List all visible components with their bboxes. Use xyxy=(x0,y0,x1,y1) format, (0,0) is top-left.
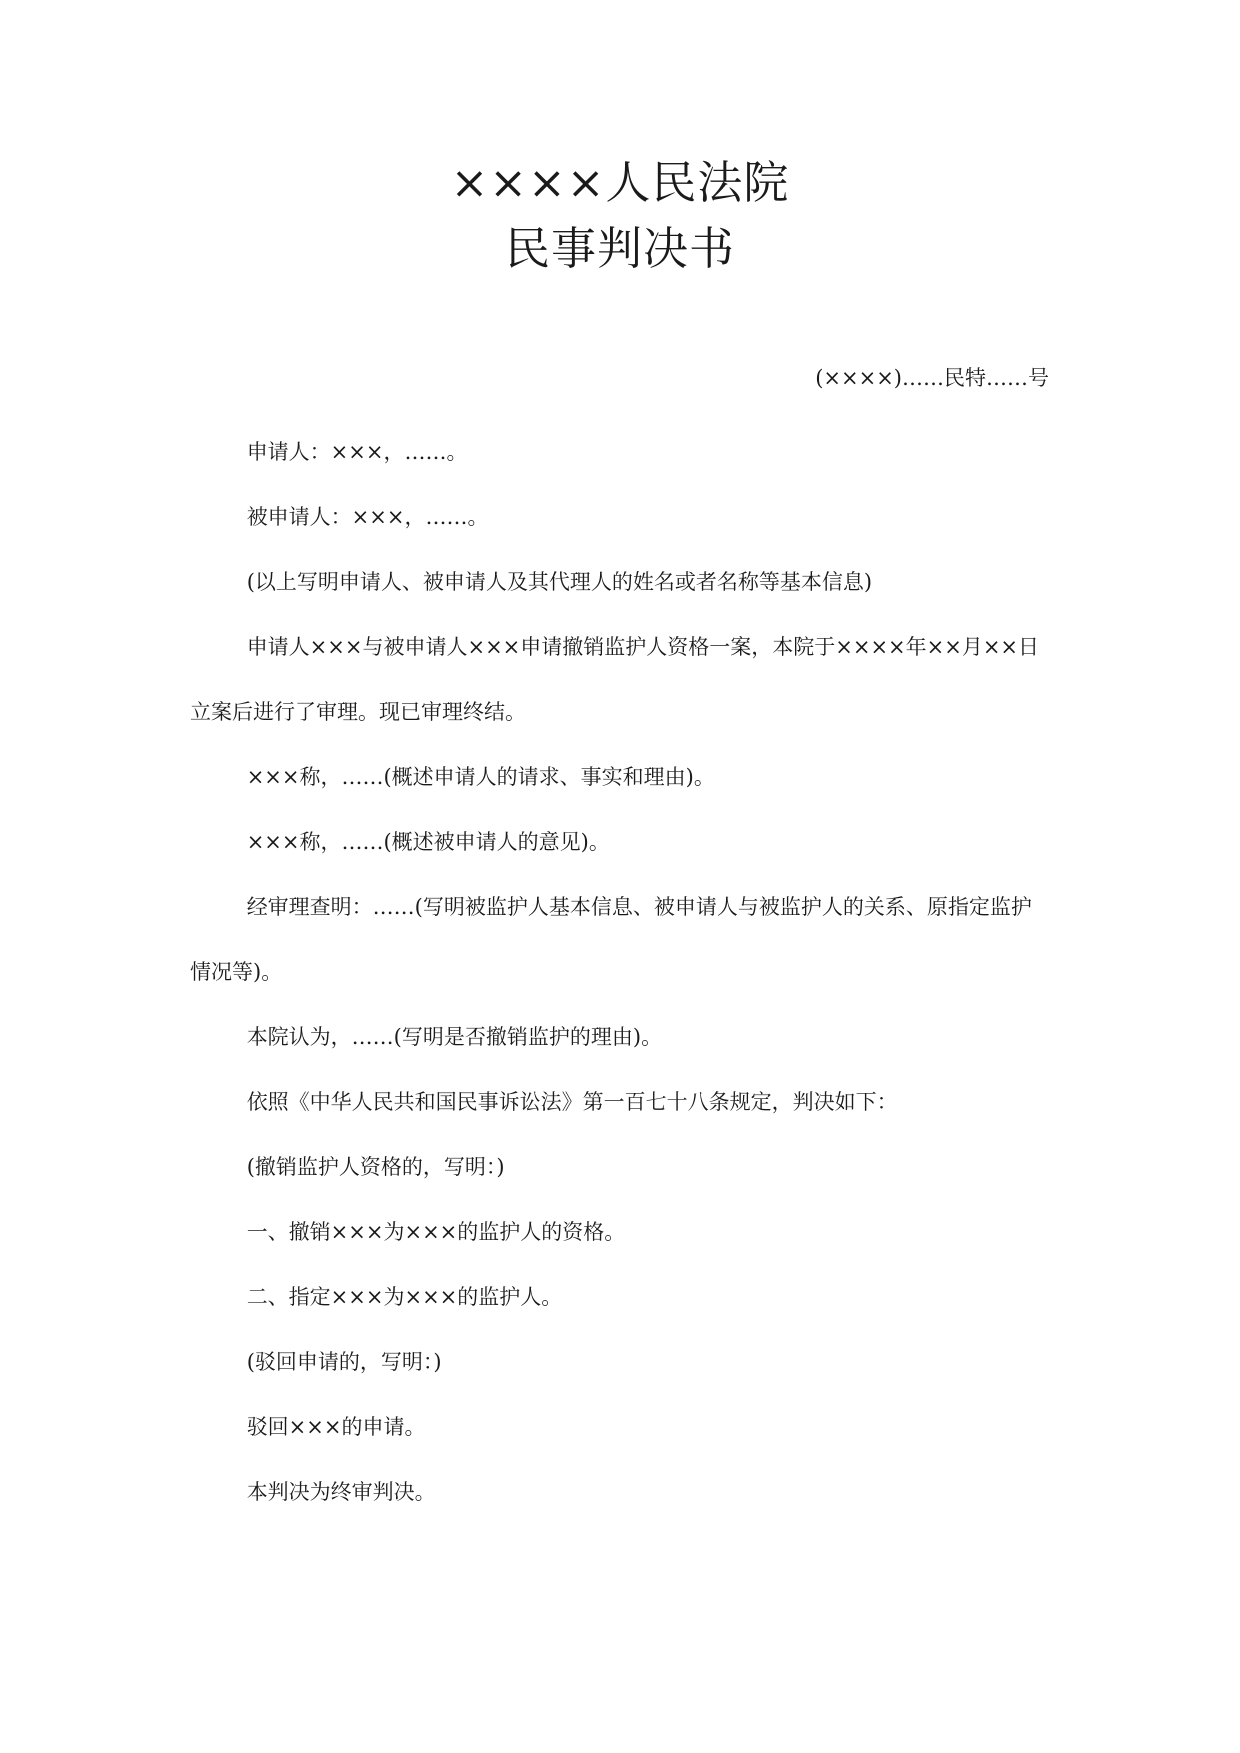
paragraph-case-intro: 申请人×××与被申请人×××申请撤销监护人资格一案，本院于××××年××月××日立案后进行了审理。现已审理终结。 xyxy=(190,635,1040,724)
paragraph-dismiss-note: (驳回申请的，写明：) xyxy=(246,1350,442,1374)
paragraph-applicant: 申请人：×××，……。 xyxy=(246,440,468,464)
paragraph-judgment-item-1: 一、撤销×××为×××的监护人的资格。 xyxy=(246,1220,626,1244)
paragraph-judgment-item-2: 二、指定×××为×××的监护人。 xyxy=(246,1285,563,1309)
paragraph-dismiss-judgment: 驳回×××的申请。 xyxy=(246,1415,426,1439)
case-number: (××××)……民特……号 xyxy=(815,366,1049,390)
paragraph-respondent: 被申请人：×××，……。 xyxy=(246,505,489,529)
court-name: ××××人民法院 xyxy=(450,156,790,209)
paragraph-legal-basis: 依照《中华人民共和国民事诉讼法》第一百七十八条规定，判决如下： xyxy=(246,1090,898,1114)
paragraph-revoke-note: (撤销监护人资格的，写明：) xyxy=(246,1155,505,1179)
paragraph-party-note: (以上写明申请人、被申请人及其代理人的姓名或者名称等基本信息) xyxy=(246,570,873,594)
paragraph-respondent-opinion: ×××称，……(概述被申请人的意见)。 xyxy=(246,830,610,854)
paragraph-court-reasoning: 本院认为，……(写明是否撤销监护的理由)。 xyxy=(246,1025,663,1049)
document-body xyxy=(190,420,1050,1525)
document-header xyxy=(0,150,1240,282)
paragraph-final-judgment: 本判决为终审判决。 xyxy=(246,1480,436,1504)
paragraph-findings: 经审理查明：……(写明被监护人基本信息、被申请人与被监护人的关系、原指定监护情况等)。 xyxy=(190,895,1032,984)
paragraph-applicant-claim: ×××称，……(概述申请人的请求、事实和理由)。 xyxy=(246,765,715,789)
document-title: 民事判决书 xyxy=(504,222,735,275)
